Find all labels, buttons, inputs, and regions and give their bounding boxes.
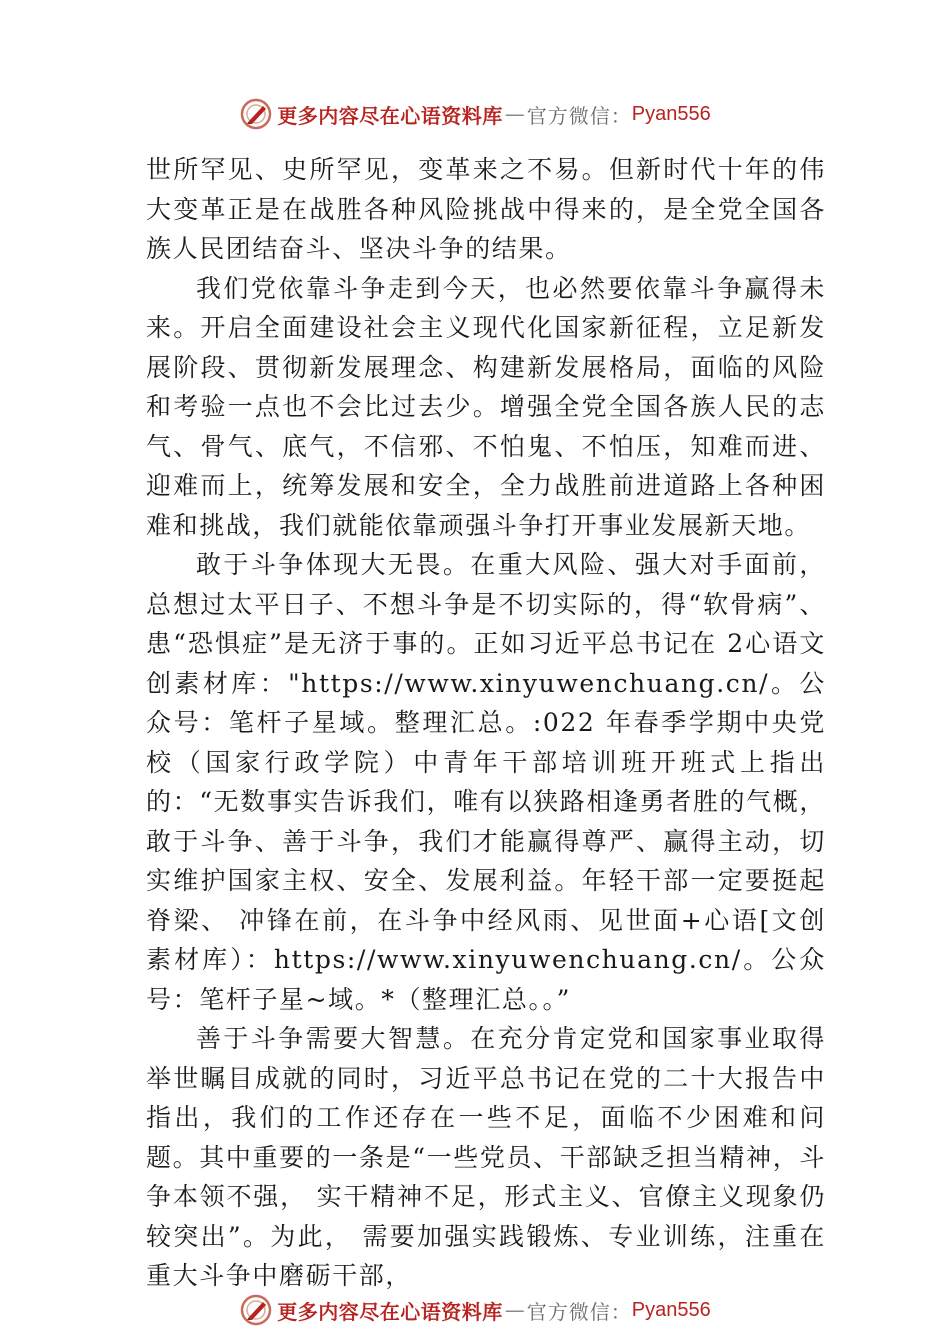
paragraph-2: 我们党依靠斗争走到今天，也必然要依靠斗争赢得未来。开启全面建设社会主义现代化国家新征程，立足新发展阶段、贯彻新发展理念、构建新发展格局，面临的风险和考验一点也不会比过去少。增强全党全国各族人民的志气、骨气、底气，不信邪、不怕鬼、不怕压，知难而进、迎难而上，统筹发展和安全，全力战胜前进道路上各种困难和挑战，我们就能依靠顽强斗争打开事业发展新天地。 (146, 273, 826, 540)
brush-logo-icon (239, 1293, 273, 1327)
paragraph-4: 善于斗争需要大智慧。在充分肯定党和国家事业取得举世瞩目成就的同时，习近平总书记在党的二十大报告中指出，我们的工作还存在一些不足，面临不少困难和问题。其中重要的一条是“一些党员、干部缺乏担当精神，斗争本领不强， 实干精神不足，形式主义、官僚主义现象仍较突出”。为此， 需要加强实践锻炼、专业训练，注重在重大斗争中磨砺干部， (146, 1024, 826, 1290)
footer-banner-title: 更多内容尽在心语资料库 (277, 1299, 503, 1324)
footer-banner-wechat-id: Pyan556 (631, 1298, 711, 1321)
footer-banner-dash: — (504, 1298, 525, 1322)
paragraph-3: 敢于斗争体现大无畏。在重大风险、强大对手面前，总想过太平日子、不想斗争是不切实际的，得“软骨病”、患“恐惧症”是无济于事的。正如习近平总书记在 2心语文创素材库："https://www.xinyuwenchuang.cn/。公众号：笔杆子星域。整理汇总。:022 年春季学期中央党校（国家行政学院）中青年干部培训班开班式上指出的：“无数事实告诉我们，唯有以狭路相逢勇者胜的气概，敢于斗争、善于斗争，我们才能赢得尊严、赢得主动，切实维护国家主权、安全、发展利益。年轻干部一定要挺起脊梁、 冲锋在前，在斗争中经风雨、见世面+心语[文创素材库）：https://www.xinyuwenchuang.cn/。公众号：笔杆子星~域。*（整理汇总。。” (146, 550, 826, 1014)
header-banner-dash: — (504, 102, 525, 126)
header-banner-title: 更多内容尽在心语资料库 (277, 103, 503, 128)
header-banner-wechat-label: 官方微信： (526, 103, 632, 128)
footer-banner (0, 1290, 950, 1330)
document-body (146, 150, 826, 1296)
paragraph-1: 世所罕见、史所罕见，变革来之不易。但新时代十年的伟大变革正是在战胜各种风险挑战中得来的，是全党全国各族人民团结奋斗、坚决斗争的结果。 (146, 155, 826, 263)
header-banner-wechat-id: Pyan556 (631, 102, 711, 125)
header-banner (0, 94, 950, 134)
footer-banner-wechat-label: 官方微信： (526, 1299, 632, 1324)
brush-logo-icon (239, 97, 273, 131)
